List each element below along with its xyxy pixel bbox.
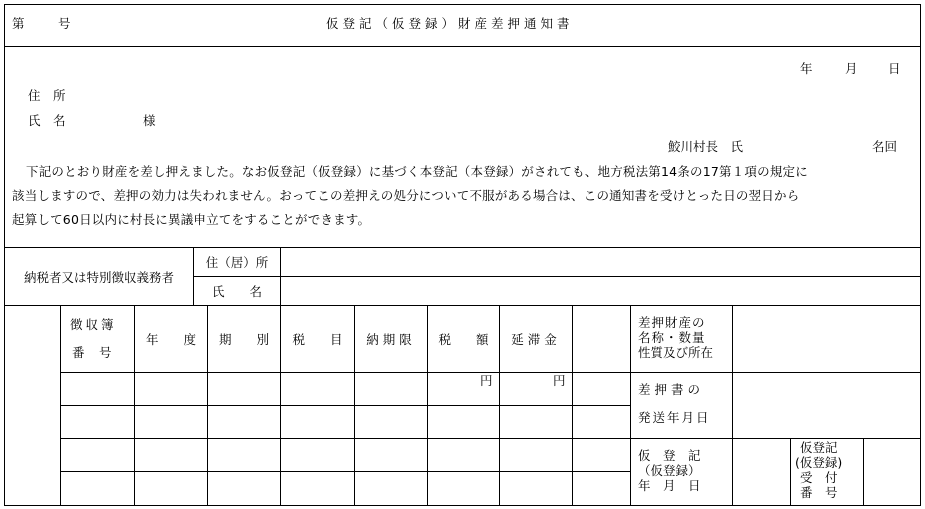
notice-line-2: 該当しますので、差押の効力は失われません。おってこの差押えの処分について不服がある場合は、この通知書を受けとった日の翌日から (12, 188, 800, 203)
receipt-number-field[interactable] (864, 439, 920, 505)
issuer-label: 鮫川村長 氏 (668, 139, 744, 154)
honorific-label: 様 (143, 113, 156, 128)
recipient-name-label: 氏 名 (28, 113, 66, 128)
property-label-line-1: 差押財産の (638, 315, 706, 330)
document-number-suffix: 号 (58, 16, 71, 31)
col-choshubo: 徴収簿 (70, 317, 117, 332)
yen-unit-tax: 円 (480, 373, 493, 388)
sent-date-label-line-2: 発送年月日 (638, 410, 711, 425)
yen-unit-late-fee: 円 (553, 373, 566, 388)
col-zeigaku: 税 額 (438, 332, 489, 347)
taxpayer-name-label: 氏 名 (211, 284, 262, 299)
recipient-address-label: 住 所 (28, 88, 66, 103)
sent-date-field[interactable] (733, 373, 920, 438)
provisional-reg-label-line-2: （仮登録） (638, 463, 701, 478)
date-month-label: 月 (845, 61, 858, 76)
provisional-reg-label-line-1: 仮 登 記 (638, 448, 701, 463)
col-bango: 番 号 (72, 345, 113, 360)
col-kibetsu: 期 別 (218, 332, 269, 347)
receipt-label-line-2: (仮登録) (795, 455, 843, 470)
taxpayer-residence-field[interactable] (281, 248, 920, 276)
date-day-label: 日 (888, 61, 901, 76)
document-number-prefix: 第 (12, 16, 25, 31)
receipt-label-line-3: 受 付 (800, 470, 838, 485)
col-entaikin: 延滞金 (511, 332, 561, 347)
taxpayer-residence-label: 住（居）所 (205, 255, 269, 270)
taxpayer-label: 納税者又は特別徴収義務者 (23, 269, 174, 285)
notice-body (12, 160, 917, 232)
receipt-label-line-1: 仮登記 (800, 440, 838, 455)
col-zeimoku: 税 目 (292, 332, 343, 347)
sent-date-label-line-1: 差押書の (638, 382, 705, 397)
document-title: 仮登記（仮登録）財産差押通知書 (326, 16, 574, 31)
property-label-line-3: 性質及び所在 (638, 345, 714, 360)
property-label-line-2: 名称・数量 (638, 330, 706, 345)
col-nendo: 年 度 (145, 332, 196, 347)
col-nokigen: 納期限 (366, 332, 416, 347)
receipt-label-line-4: 番 号 (800, 485, 838, 500)
notice-line-3: 起算して60日以内に村長に異議申立てをすることができます。 (12, 212, 371, 227)
provisional-reg-date-field[interactable] (733, 439, 790, 505)
taxpayer-name-field[interactable] (281, 277, 920, 305)
seal-label: 名回 (872, 139, 898, 154)
notice-line-1: 下記のとおり財産を差し押えました。なお仮登記（仮登録）に基づく本登記（本登録）がされても、地方税法第14条の17第１項の規定に (26, 164, 808, 179)
provisional-reg-label-line-3: 年 月 日 (638, 478, 701, 493)
date-year-label: 年 (800, 61, 813, 76)
property-field[interactable] (733, 306, 920, 372)
